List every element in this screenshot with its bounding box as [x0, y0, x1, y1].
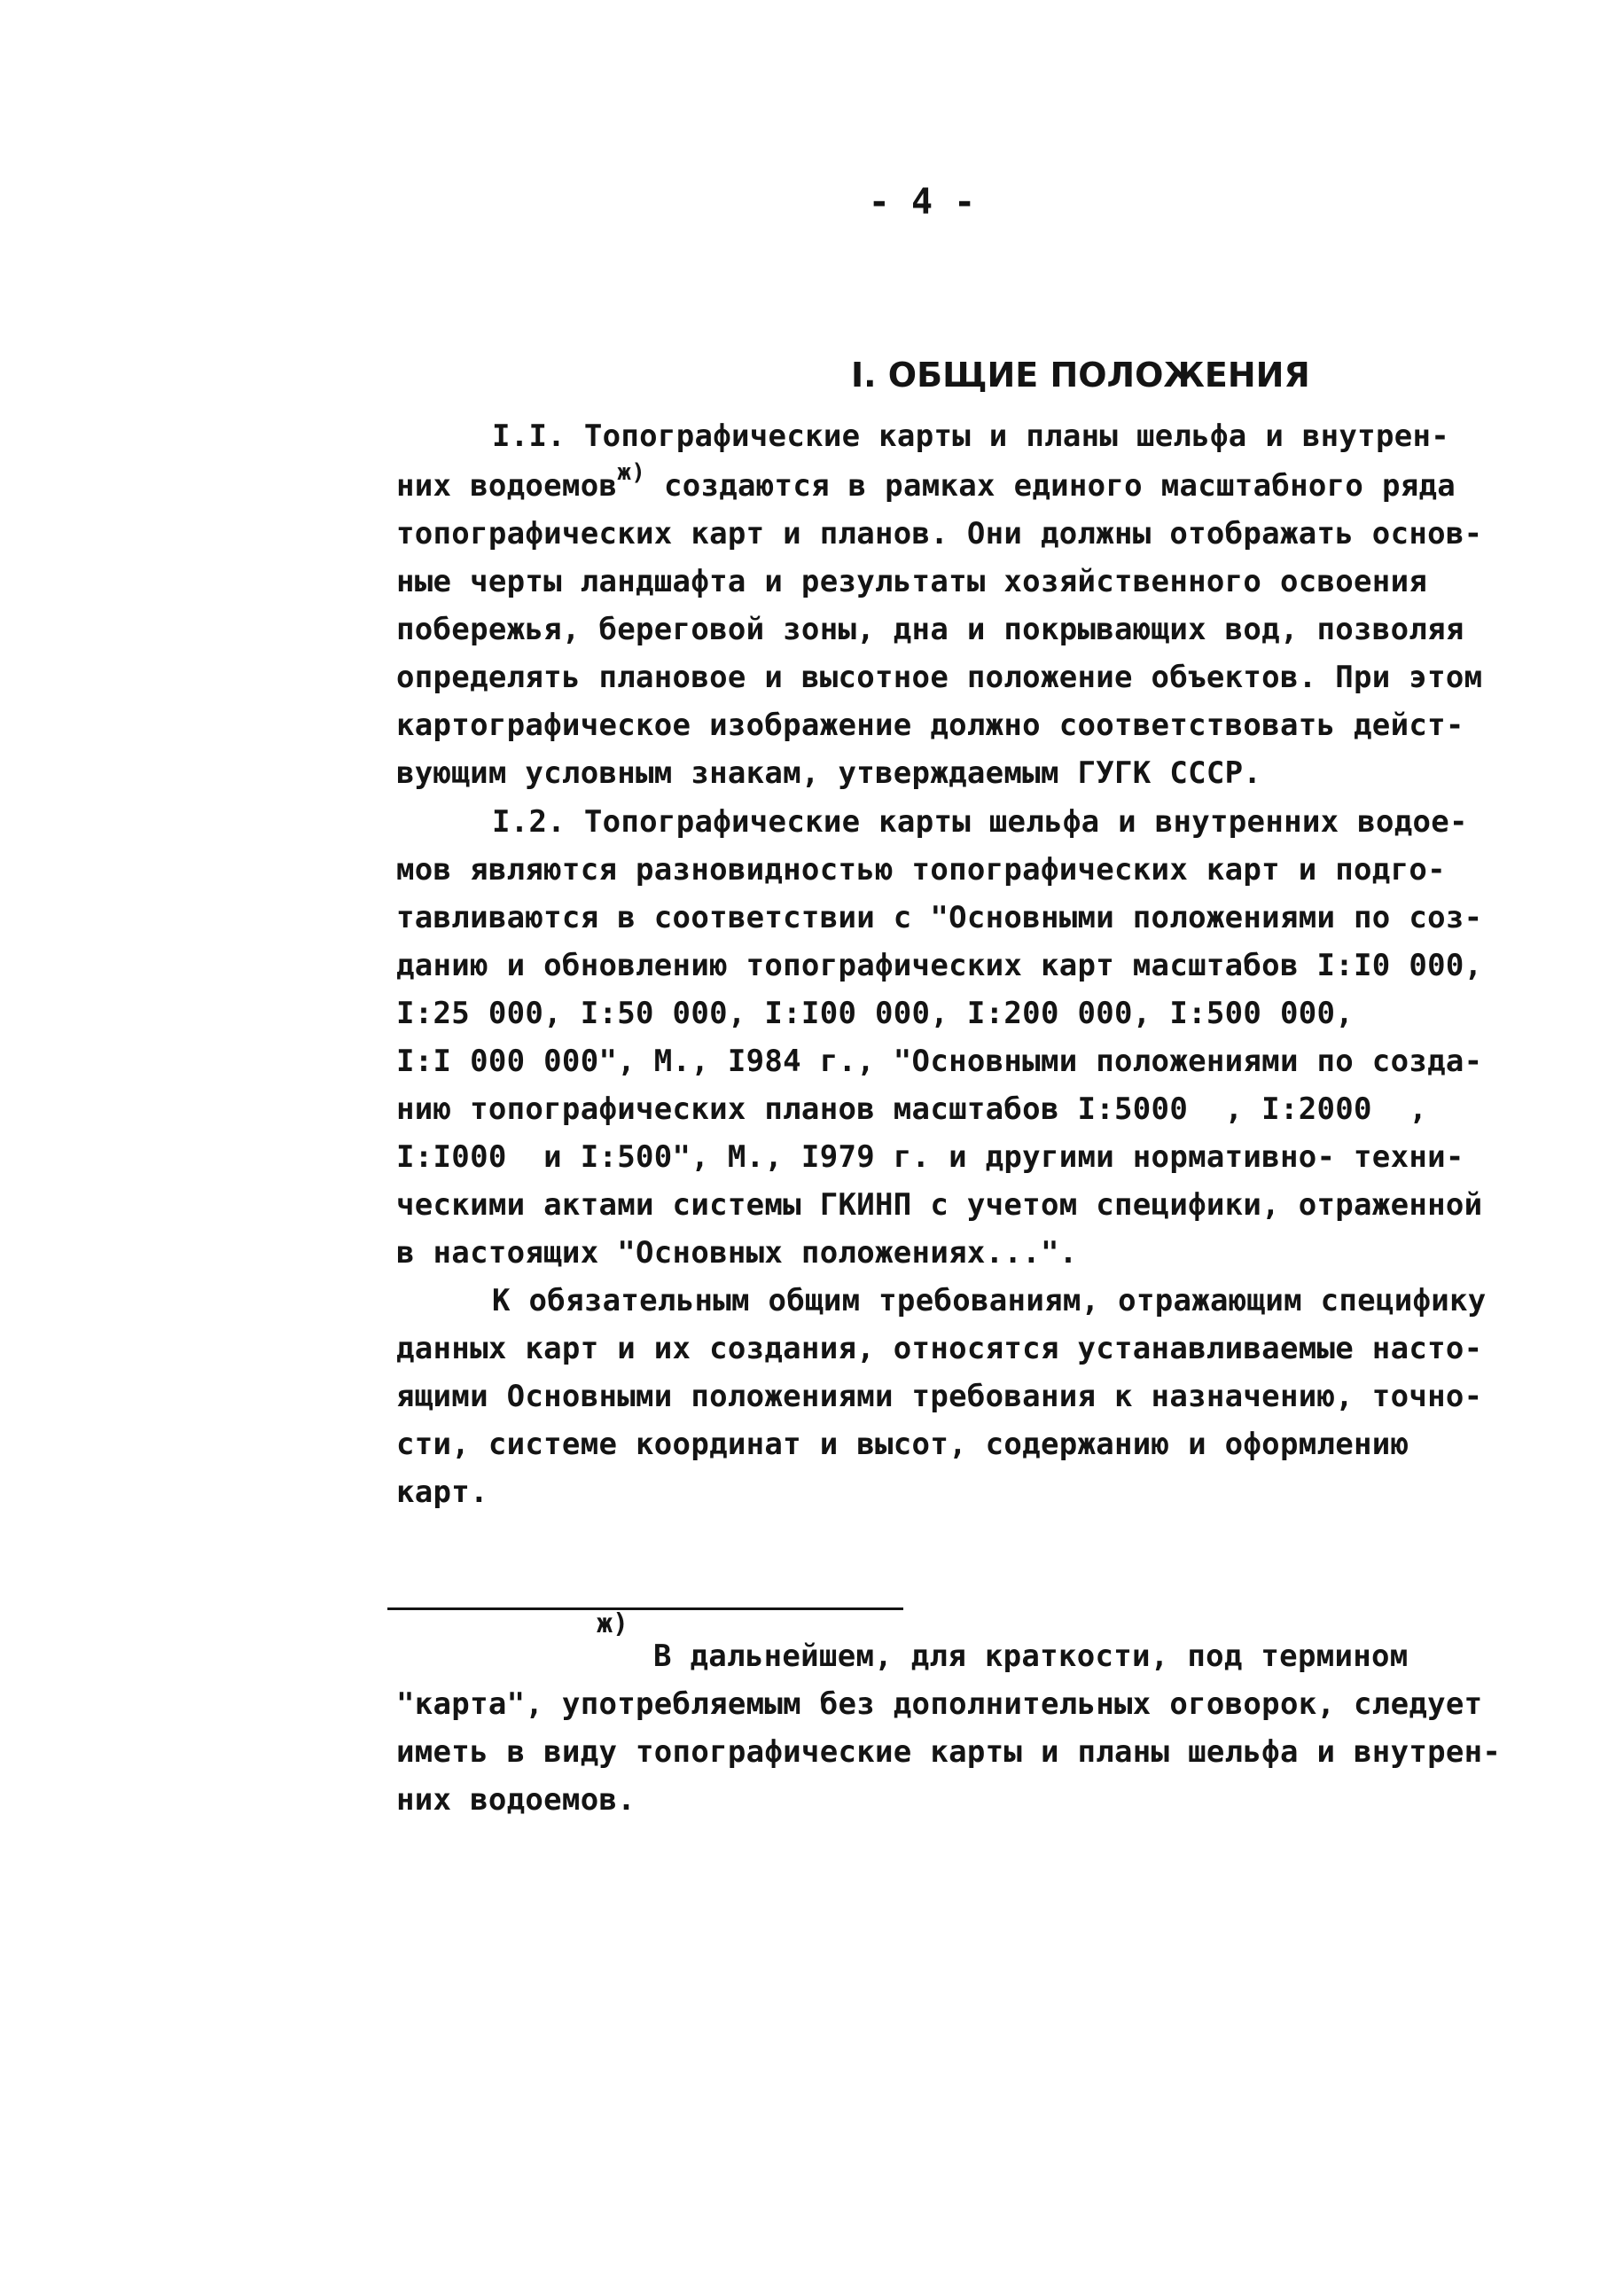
- paragraph-1-line-2-text-a: них водоемов: [396, 468, 618, 504]
- paragraph-3-line-1: К обязательным общим требованиям, отражающим специфику: [492, 1283, 1487, 1318]
- paragraph-1-line-7: картографическое изображение должно соответствовать дейст-: [396, 708, 1464, 743]
- paragraph-1-line-8: вующим условным знакам, утверждаемым ГУГК СССР.: [396, 755, 1262, 791]
- footnote-line-4: них водоемов.: [396, 1782, 636, 1818]
- paragraph-3-line-4: сти, системе координат и высот, содержанию и оформлению: [396, 1427, 1409, 1462]
- paragraph-1-line-5: побережья, береговой зоны, дна и покрывающих вод, позволяя: [396, 612, 1464, 647]
- section-title: I. ОБЩИЕ ПОЛОЖЕНИЯ: [851, 356, 1310, 395]
- paragraph-2-line-2: мов являются разновидностью топографических карт и подго-: [396, 852, 1446, 888]
- paragraph-2-line-4: данию и обновлению топографических карт масштабов I:I0 000,: [396, 948, 1483, 983]
- footnote-divider: [387, 1607, 903, 1610]
- paragraph-2-line-5: I:25 000, I:50 000, I:I00 000, I:200 000, I:500 000,: [396, 996, 1355, 1031]
- footnote-reference-mark: ж): [617, 459, 646, 486]
- paragraph-2-line-1: I.2. Топографические карты шельфа и внутренних водое-: [492, 804, 1468, 840]
- footnote-mark: ж): [597, 1608, 629, 1639]
- paragraph-3-line-2: данных карт и их создания, относятся устанавливаемые насто-: [396, 1331, 1483, 1366]
- paragraph-2-line-6: I:I 000 000", М., I984 г., "Основными положениями по созда-: [396, 1044, 1483, 1079]
- paragraph-2-line-9: ческими актами системы ГКИНП с учетом специфики, отраженной: [396, 1187, 1483, 1223]
- paragraph-2-line-10: в настоящих "Основных положениях...".: [396, 1235, 1078, 1271]
- paragraph-1-line-2: [396, 459, 1456, 512]
- paragraph-1-line-4: ные черты ландшафта и результаты хозяйственного освоения: [396, 564, 1428, 599]
- paragraph-1-line-6: определять плановое и высотное положение объектов. При этом: [396, 660, 1483, 695]
- footnote-line-1: В дальнейшем, для краткости, под термином: [653, 1639, 1409, 1674]
- footnote-line-3: иметь в виду топографические карты и планы шельфа и внутрен-: [396, 1734, 1502, 1770]
- paragraph-2-line-8: I:I000 и I:500", М., I979 г. и другими нормативно- техни-: [396, 1139, 1464, 1175]
- paragraph-1-line-3: топографических карт и планов. Они должны отображать основ-: [396, 516, 1483, 551]
- footnote-line-2: "карта", употребляемым без дополнительных оговорок, следует: [396, 1686, 1483, 1722]
- paragraph-1-line-1: I.I. Топографические карты и планы шельфа и внутрен-: [492, 418, 1450, 454]
- paragraph-3-line-5: карт.: [396, 1474, 488, 1510]
- paragraph-3-line-3: ящими Основными положениями требования к назначению, точно-: [396, 1379, 1483, 1414]
- paragraph-1-line-2-text-b: создаются в рамках единого масштабного ряда: [645, 468, 1456, 504]
- paragraph-2-line-7: нию топографических планов масштабов I:5000 , I:2000 ,: [396, 1091, 1428, 1127]
- paragraph-2-line-3: тавливаются в соответствии с "Основными положениями по соз-: [396, 900, 1483, 935]
- page-number: - 4 -: [868, 182, 976, 223]
